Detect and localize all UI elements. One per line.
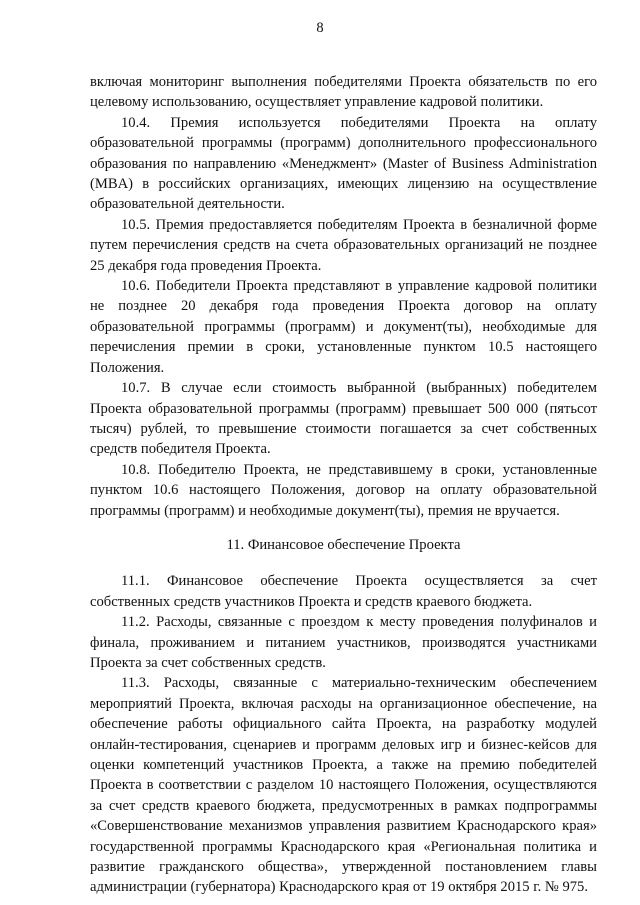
paragraph-continuation: включая мониторинг выполнения победителями Проекта обязательств по его целевому использованию, осуществляет управление кадровой политики. bbox=[90, 74, 597, 111]
paragraph-10-6: 10.6. Победители Проекта представляют в управление кадровой политики не позднее 20 декабря года проведения Проекта договор на оплату образовательной программы (программ) и документ(ты), необходимые для перечисления премии в сроки, установленные пунктом 10.5 настоящего Положения. bbox=[90, 278, 597, 376]
paragraph-10-8: 10.8. Победителю Проекта, не представившему в сроки, установленные пунктом 10.6 настоящего Положения, договор на оплату образовательной программы (программ) и необходимые документ(ты), премия не вручается. bbox=[90, 461, 597, 519]
document-body bbox=[90, 72, 597, 898]
page-number: 8 bbox=[316, 20, 324, 36]
paragraph-11-1: 11.1. Финансовое обеспечение Проекта осуществляется за счет собственных средств участников Проекта и средств краевого бюджета. bbox=[90, 573, 597, 610]
paragraph-10-5: 10.5. Премия предоставляется победителям Проекта в безналичной форме путем перечисления средств на счета образовательных организаций не позднее 25 декабря года проведения Проекта. bbox=[90, 216, 597, 274]
paragraph-11-2: 11.2. Расходы, связанные с проездом к месту проведения полуфиналов и финала, проживанием и питанием участников, производятся участниками Проекта за счет собственных средств. bbox=[90, 614, 597, 671]
section-heading: 11. Финансовое обеспечение Проекта bbox=[226, 536, 461, 553]
paragraph-10-4: 10.4. Премия используется победителями Проекта на оплату образовательной программы (программ) дополнительного профессионального образования по направлению «Менеджмент» (Master of Business Administration (MBA) в российских организациях, имеющих лицензию на осуществление образовательной деятельности. bbox=[90, 114, 597, 213]
paragraph-11-3: 11.3. Расходы, связанные с материально-техническим обеспечением мероприятий Проекта, включая расходы на организационное обеспечение, на обеспечение работы официального сайта Проекта, на разработку модулей онлайн-тестирования, сценариев и программ деловых игр и бизнес-кейсов для оценки компетенций участников Проекта, а также на премию победителей Проекта в соответствии с разделом 10 настоящего Положения, осуществляются за счет средств краевого бюджета, предусмотренных в рамках подпрограммы «Совершенствование механизмов управления развитием Краснодарского края» государственной программы Краснодарского края «Региональная политика и развитие гражданского общества», утвержденной постановлением главы администрации (губернатора) Краснодарского края от 19 октября 2015 г. № 975. bbox=[90, 675, 597, 896]
paragraph-10-7: 10.7. В случае если стоимость выбранной (выбранных) победителем Проекта образовательной программы (программ) превышает 500 000 (пятьсот тысяч) рублей, то превышение стоимости погашается за счет собственных средств победителя Проекта. bbox=[90, 380, 597, 458]
